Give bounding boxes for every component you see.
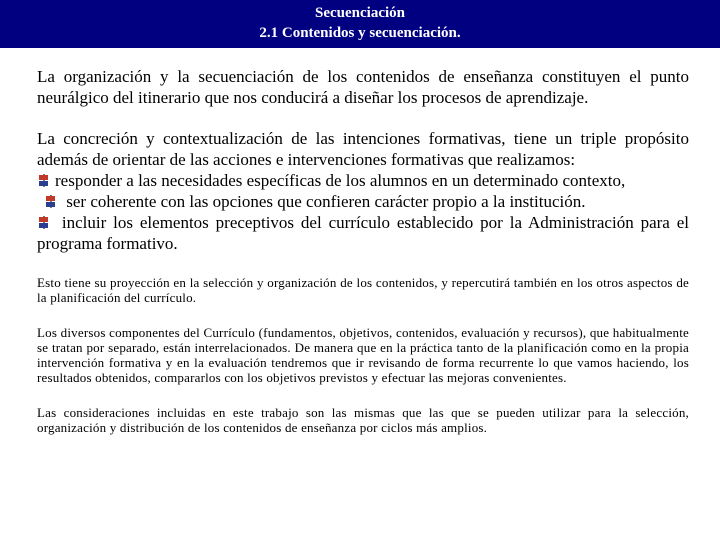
paragraph-intro: La organización y la secuenciación de los contenidos de enseñanza constituyen el punto neurálgico del itinerario que nos conducirá a diseñar los procesos de aprendizaje. xyxy=(37,67,689,107)
bullet-icon xyxy=(44,195,58,208)
paragraph-projection: Esto tiene su proyección en la selección y organización de los contenidos, y repercutirá también en los otros aspectos de la planificación del currículo. xyxy=(37,275,689,305)
bullet-item xyxy=(37,170,689,191)
paragraph-components: Los diversos componentes del Currículo (fundamentos, objetivos, contenidos, evaluación y recursos), que habitualmente se tratan por separado, están interrelacionados. De manera que en la práctica tanto de la planificación como en la propia intervención formativa y en la evaluación tendremos que ir revisando de forma recurrente lo que vamos haciendo, los resultados obtenidos, compararlos con los objetivos previstos y efectuar las mejoras convenientes. xyxy=(37,325,689,385)
bullet-item xyxy=(37,191,689,212)
slide-header xyxy=(0,0,720,48)
header-title: Secuenciación xyxy=(315,5,405,21)
bullet-text: ser coherente con las opciones que confieren carácter propio a la institución. xyxy=(66,192,586,211)
bullet-icon xyxy=(37,174,51,187)
purpose-intro-text: La concreción y contextualización de las intenciones formativas, tiene un triple propósito además de orientar de las acciones e intervenciones formativas que realizamos: xyxy=(37,129,689,169)
header-subtitle: 2.1 Contenidos y secuenciación. xyxy=(259,25,461,41)
paragraph-considerations: Las consideraciones incluidas en este trabajo son las mismas que las que se pueden utilizar para la selección, organización y distribución de los contenidos de enseñanza por ciclos más amplios. xyxy=(37,405,689,435)
bullet-icon xyxy=(37,216,51,229)
bullet-item xyxy=(37,212,689,254)
slide-body xyxy=(37,66,689,435)
bullet-text: responder a las necesidades específicas de los alumnos en un determinado contexto, xyxy=(55,171,626,190)
bullet-text: incluir los elementos preceptivos del currículo establecido por la Administración para el programa formativo. xyxy=(37,213,689,253)
paragraph-purpose xyxy=(37,128,689,254)
